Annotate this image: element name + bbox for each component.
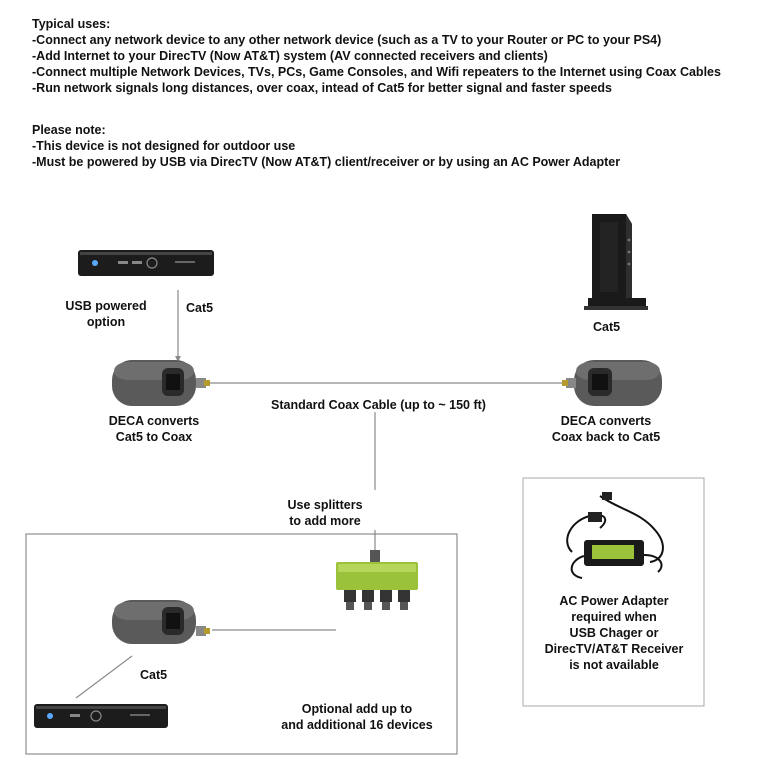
coax-splitter (336, 550, 418, 610)
note-item: -Must be powered by USB via DirecTV (Now AT&T) client/receiver or by using an AC Power Adapter (32, 155, 621, 169)
ac-adapter-line4: DirecTV/AT&T Receiver (544, 642, 684, 656)
deca-left-line1: DECA converts (108, 414, 200, 428)
router (584, 214, 648, 310)
typical-use-item: -Connect multiple Network Devices, TVs, PCs, Game Consoles, and Wifi repeaters to the Internet using Coax Cables (32, 65, 721, 79)
optional-devices-label (272, 701, 442, 733)
optional-line2: and additional 16 devices (281, 718, 433, 732)
receiver-top-left (78, 250, 214, 276)
ac-adapter-line1: AC Power Adapter (559, 594, 669, 608)
cat5-label-top-left: Cat5 (186, 301, 214, 315)
typical-use-item: -Add Internet to your DirecTV (Now AT&T) system (AV connected receivers and clients) (32, 49, 548, 63)
deca-left-label (94, 413, 214, 445)
coax-cable-label: Standard Coax Cable (up to ~ 150 ft) (271, 398, 486, 412)
usb-powered-line2: option (86, 315, 126, 329)
receiver-bottom (34, 704, 168, 728)
deca-adapter-left (112, 360, 210, 406)
ac-adapter-line5: is not available (569, 658, 659, 672)
usb-powered-label (56, 298, 156, 330)
typical-uses-heading: Typical uses: (32, 17, 111, 31)
deca-adapter-right (562, 360, 662, 406)
cat5-label-router: Cat5 (593, 320, 621, 334)
cat5-label-bottom: Cat5 (140, 668, 168, 682)
deca-right-label (541, 413, 671, 445)
note-item: -This device is not designed for outdoor use (32, 139, 296, 153)
ac-adapter-line2: required when (571, 610, 657, 624)
splitter-label-line1: Use splitters (287, 498, 363, 512)
usb-powered-line1: USB powered (65, 299, 147, 313)
ac-power-adapter (567, 492, 663, 578)
splitter-label (270, 497, 380, 529)
please-note-heading: Please note: (32, 123, 106, 137)
typical-use-item: -Connect any network device to any other network device (such as a TV to your Router or PC to your PS4) (32, 33, 662, 47)
deca-adapter-bottom (112, 600, 210, 644)
typical-use-item: -Run network signals long distances, over coax, intead of Cat5 for better signal and faster speeds (32, 81, 612, 95)
optional-line1: Optional add up to (301, 702, 413, 716)
splitter-label-line2: to add more (289, 514, 361, 528)
deca-right-line1: DECA converts (560, 414, 652, 428)
cat5-cable-bottom (76, 656, 132, 698)
ac-adapter-label (531, 593, 697, 673)
deca-left-line2: Cat5 to Coax (115, 430, 193, 444)
ac-adapter-line3: USB Chager or (569, 626, 659, 640)
deca-right-line2: Coax back to Cat5 (551, 430, 661, 444)
